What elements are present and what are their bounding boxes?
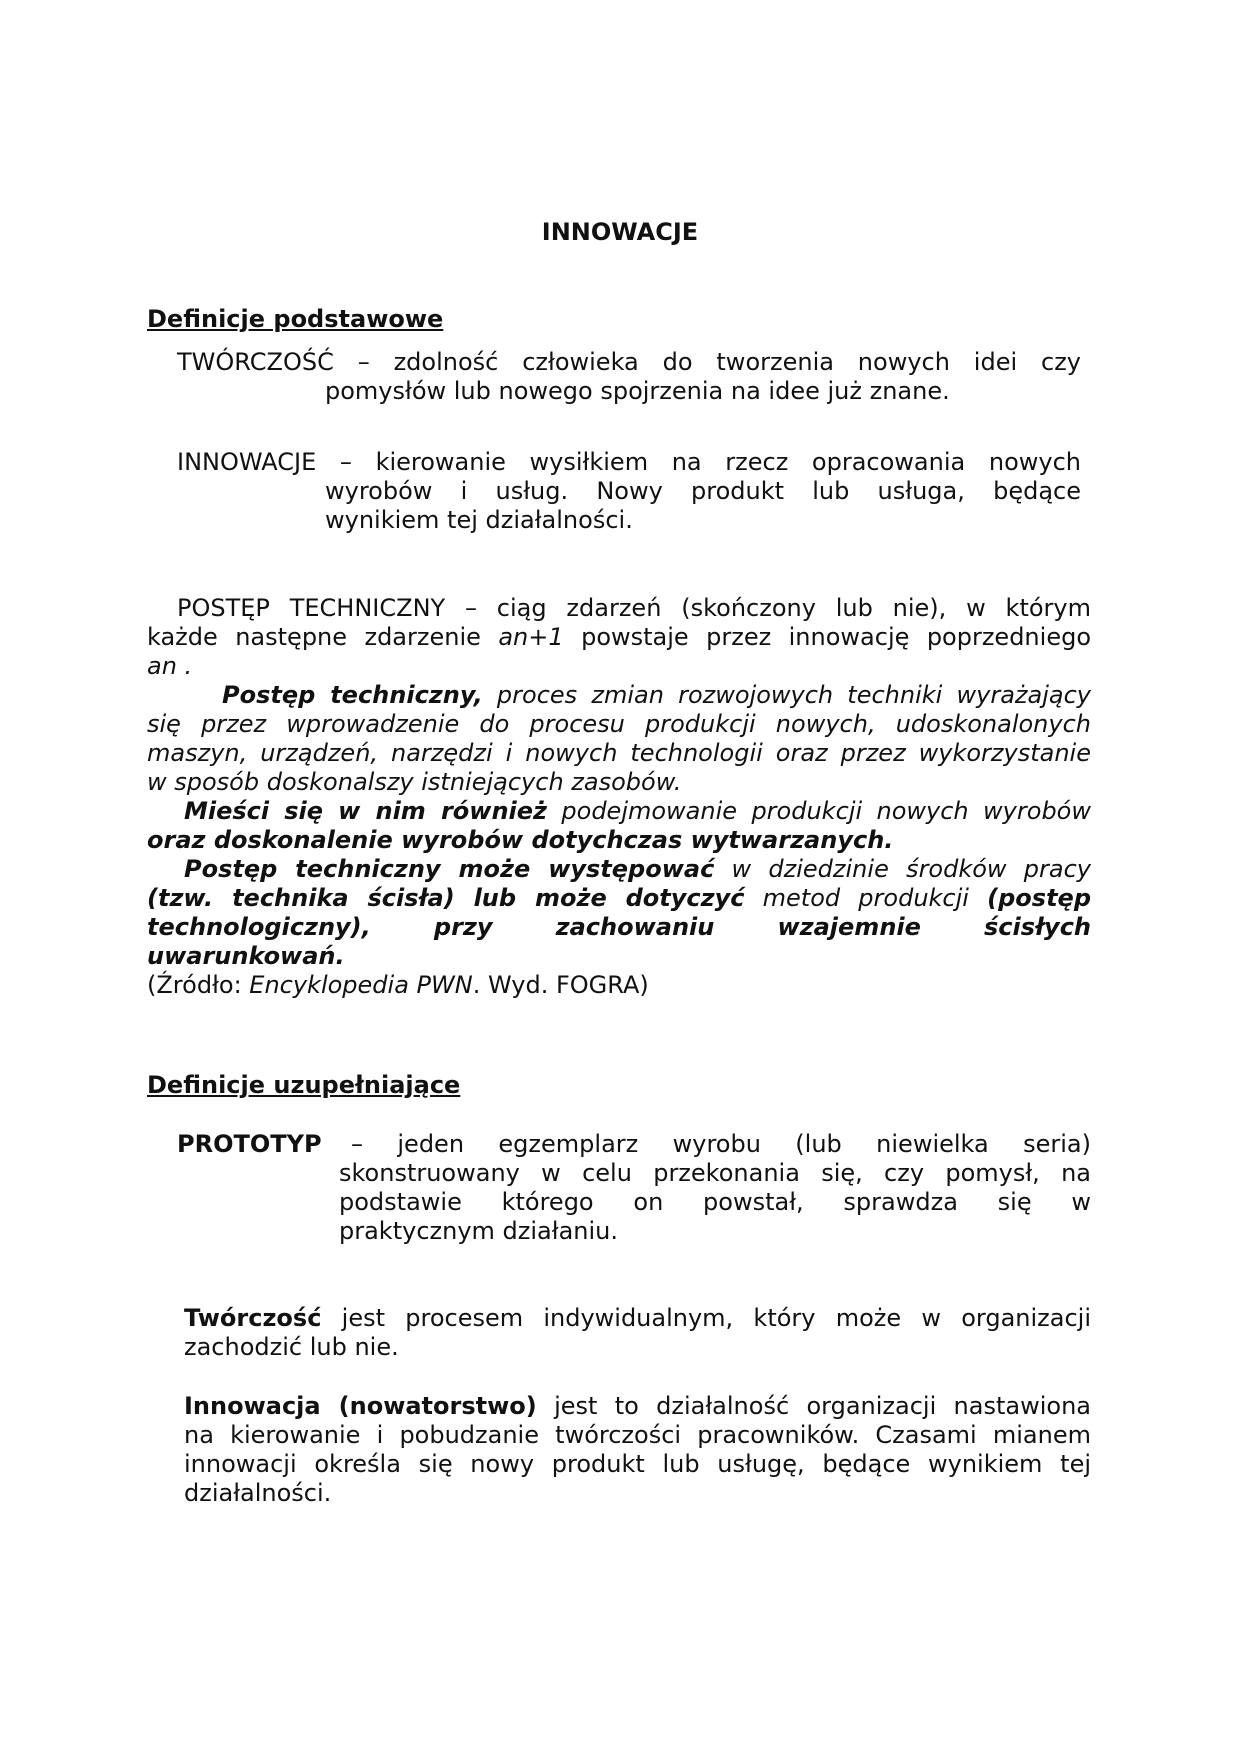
postep-definition-line: an . (147, 652, 193, 680)
postep-paragraph-line: Mieści się w nim również podejmowanie produkcji nowych wyrobów (184, 797, 1091, 825)
prototyp-definition-line: – jeden egzemplarz wyrobu (lub niewielka seria) (351, 1130, 1091, 1158)
innowacje-definition-line: INNOWACJE – kierowanie wysiłkiem na rzecz opracowania nowych (177, 448, 1081, 476)
prototyp-definition-line: skonstruowany w celu przekonania się, czy pomysł, na (339, 1159, 1091, 1187)
tworczosc-paragraph-line: zachodzić lub nie. (184, 1333, 399, 1361)
innowacja-paragraph-line: Innowacja (nowatorstwo) jest to działalność organizacji nastawiona (184, 1392, 1091, 1420)
section-heading-supplementary: Definicje uzupełniające (147, 1071, 461, 1099)
tworczosc-definition-line: TWÓRCZOŚĆ – zdolność człowieka do tworzenia nowych idei czy (177, 348, 1081, 376)
postep-paragraph-line: się przez wprowadzenie do procesu produkcji nowych, udoskonalonych (147, 710, 1091, 738)
innowacje-definition-line: wyrobów i usług. Nowy produkt lub usługa, będące (325, 477, 1081, 505)
postep-paragraph-line: Postęp techniczny, proces zmian rozwojowych techniki wyrażający (222, 681, 1091, 709)
postep-paragraph-line: uwarunkowań. (147, 942, 345, 970)
postep-paragraph-line: w sposób doskonalszy istniejących zasobów. (147, 768, 682, 796)
postep-definition-line: POSTĘP TECHNICZNY – ciąg zdarzeń (skończony lub nie), w którym (177, 594, 1091, 622)
innowacja-paragraph-line: innowacji określa się nowy produkt lub usługę, będące wynikiem tej (184, 1450, 1091, 1478)
tworczosc-definition-line: pomysłów lub nowego spojrzenia na idee już znane. (325, 377, 950, 405)
postep-definition-line: każde następne zdarzenie an+1 powstaje przez innowację poprzedniego (147, 623, 1091, 651)
innowacja-paragraph-line: działalności. (184, 1479, 332, 1507)
section-heading-basic: Definicje podstawowe (147, 305, 444, 333)
postep-paragraph-line: (tzw. technika ścisła) lub może dotyczyć metod produkcji (postęp (147, 884, 1091, 912)
source-citation: (Źródło: Encyklopedia PWN. Wyd. FOGRA) (147, 971, 649, 999)
postep-paragraph-line: oraz doskonalenie wyrobów dotychczas wytwarzanych. (147, 826, 894, 854)
postep-paragraph-line: Postęp techniczny może występować w dziedzinie środków pracy (184, 855, 1092, 883)
innowacje-definition-line: wynikiem tej działalności. (325, 506, 633, 534)
postep-paragraph-line: maszyn, urządzeń, narzędzi i nowych technologii oraz przez wykorzystanie (147, 739, 1091, 767)
tworczosc-paragraph-line: Twórczość jest procesem indywidualnym, który może w organizacji (184, 1304, 1091, 1332)
prototyp-definition-line: podstawie którego on powstał, sprawdza się w (339, 1188, 1091, 1216)
prototyp-definition-line: praktycznym działaniu. (339, 1217, 618, 1245)
postep-paragraph-line: technologiczny), przy zachowaniu wzajemnie ścisłych (147, 913, 1091, 941)
innowacja-paragraph-line: na kierowanie i pobudzanie twórczości pracowników. Czasami mianem (184, 1421, 1091, 1449)
prototyp-term: PROTOTYP (177, 1130, 322, 1158)
document-title: INNOWACJE (541, 218, 699, 246)
